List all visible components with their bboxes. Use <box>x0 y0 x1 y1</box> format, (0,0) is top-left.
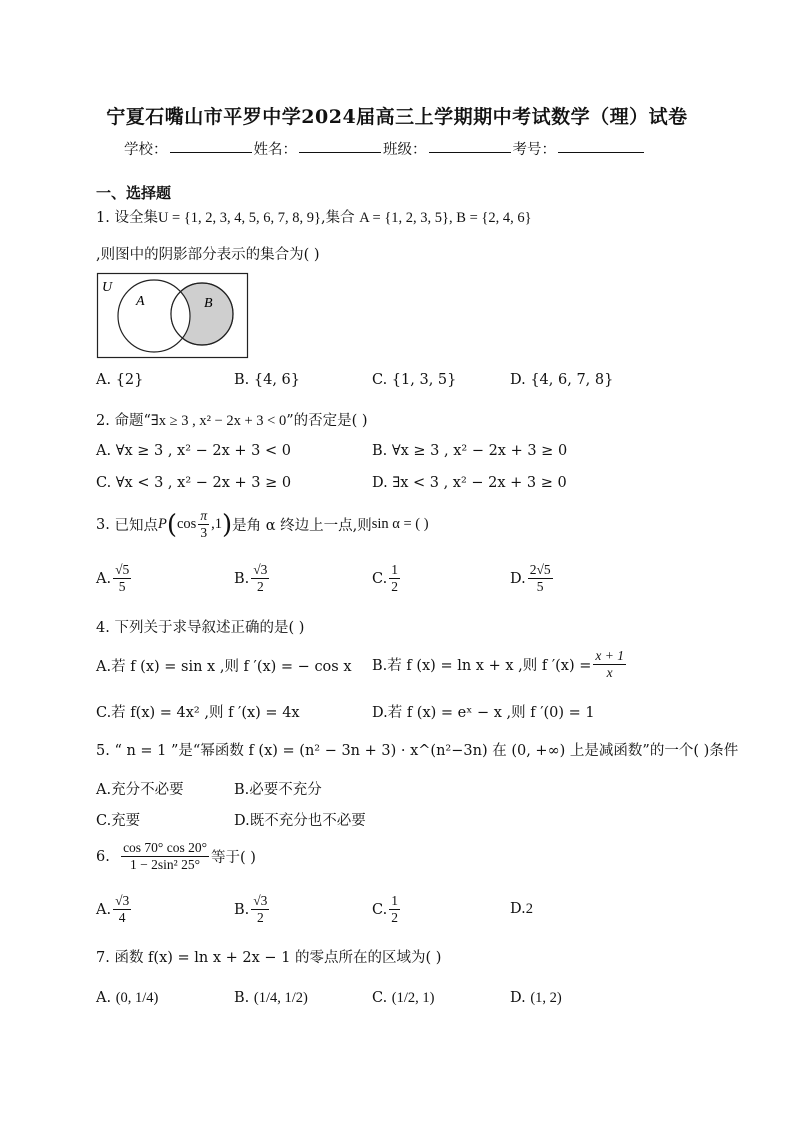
frac-num: cos 70° cos 20° <box>123 840 207 855</box>
q5-option-d[interactable]: D.既不充分也不必要 <box>234 813 366 829</box>
number-blank <box>558 138 644 153</box>
paren-open: ( <box>166 509 177 540</box>
frac-num: π <box>200 508 208 523</box>
option-label: C. <box>372 901 388 918</box>
option-label: D. <box>510 990 526 1006</box>
frac-den: 1 − 2sin² 25° <box>130 857 200 872</box>
option-label: A. <box>96 570 112 587</box>
q2-option-b[interactable]: B. ∀x ≥ 3 , x² − 2x + 3 ≥ 0 <box>372 443 568 459</box>
exam-title: 宁夏石嘴山市平罗中学2024届高三上学期期中考试数学（理）试卷 <box>106 106 688 128</box>
math-statement: ∃x ≥ 3 , x² − 2x + 3 < 0 <box>150 413 287 429</box>
question-number: 2. <box>96 413 110 429</box>
question-number: 1. <box>96 210 110 226</box>
class-label: 班级： <box>383 142 427 158</box>
question-number: 3. <box>96 516 110 533</box>
frac-num: √3 <box>115 893 130 908</box>
math-set-u: U = {1, 2, 3, 4, 5, 6, 7, 8, 9} <box>157 210 322 226</box>
venn-diagram <box>96 272 252 360</box>
frac-den: 5 <box>536 579 544 594</box>
frac-num: x + 1 <box>595 648 624 663</box>
option-label: D. <box>510 901 526 917</box>
q7-option-b[interactable] <box>234 990 308 1007</box>
question-text: 设全集 <box>114 210 158 226</box>
section-heading: 一、选择题 <box>96 184 172 202</box>
question-number: 7. <box>96 950 110 966</box>
frac-num: √3 <box>253 562 268 577</box>
question-3 <box>96 508 429 541</box>
frac-num: √3 <box>253 893 268 908</box>
q1-option-c[interactable]: C. {1, 3, 5} <box>372 372 457 388</box>
frac-den: 2 <box>391 579 398 594</box>
math-sin: sin α = ( ) <box>371 516 429 532</box>
q7-option-a[interactable] <box>96 990 158 1007</box>
option-label: B. <box>234 901 250 918</box>
question-2 <box>96 409 368 430</box>
student-info-row <box>124 138 646 159</box>
question-text: “ n = 1 ”是“幂函数 f (x) = (n² − 3n + 3) · x^(n²−3n) 在 (0, +∞) 上是减函数”的一个( )条件 <box>114 743 739 759</box>
venn-label-b: B <box>204 296 213 311</box>
option-label: B. <box>234 990 250 1006</box>
frac-den: 2 <box>256 910 264 925</box>
frac-num: 2√5 <box>529 562 551 577</box>
option-value: (1/4, 1/2) <box>253 990 308 1006</box>
math-point-p: P <box>157 516 167 532</box>
q5-option-a[interactable]: A.充分不必要 <box>96 782 184 798</box>
q6-option-c[interactable] <box>372 893 402 926</box>
name-label: 姓名： <box>253 142 297 158</box>
question-number: 6. <box>96 848 110 865</box>
frac-num: √5 <box>115 562 130 577</box>
q2-option-d[interactable]: D. ∃x < 3 , x² − 2x + 3 ≥ 0 <box>372 475 567 491</box>
option-value: (0, 1/4) <box>115 990 159 1006</box>
fraction-pi-3 <box>198 508 209 541</box>
q4-option-c[interactable]: C.若 f(x) = 4x² ,则 f ′(x) = 4x <box>96 705 300 721</box>
frac-num: 1 <box>391 562 398 577</box>
math-tail: ,1 <box>211 516 222 532</box>
q7-option-d[interactable] <box>510 990 562 1007</box>
option-value: 2 <box>525 901 533 917</box>
school-label: 学校： <box>124 142 168 158</box>
question-7 <box>96 946 441 967</box>
venn-label-a: A <box>136 294 145 309</box>
q2-option-c[interactable]: C. ∀x < 3 , x² − 2x + 3 ≥ 0 <box>96 475 292 491</box>
paren-close: ) <box>221 509 233 540</box>
question-6 <box>96 840 256 873</box>
name-blank <box>299 138 381 153</box>
q3-option-b[interactable] <box>234 562 271 595</box>
option-label: C. <box>372 570 388 587</box>
question-text: ,集合 <box>321 210 355 226</box>
q5-option-b[interactable]: B.必要不充分 <box>234 782 322 798</box>
frac-den: 3 <box>200 525 208 540</box>
option-label: D. <box>510 570 526 587</box>
q7-option-c[interactable] <box>372 990 434 1007</box>
q6-option-b[interactable] <box>234 893 271 926</box>
math-cos: cos <box>176 516 197 532</box>
school-blank <box>170 138 252 153</box>
fraction-expression <box>121 840 209 873</box>
q6-option-a[interactable] <box>96 893 133 926</box>
q3-option-a[interactable] <box>96 562 133 595</box>
q5-option-c[interactable]: C.充要 <box>96 813 141 829</box>
frac-num: 1 <box>391 893 398 908</box>
frac-den: x <box>606 665 613 680</box>
q3-option-c[interactable] <box>372 562 402 595</box>
frac-den: 5 <box>118 579 126 594</box>
q4-option-d[interactable]: D.若 f (x) = eˣ − x ,则 f ′(0) = 1 <box>372 705 595 721</box>
q1-option-d[interactable]: D. {4, 6, 7, 8} <box>510 372 614 388</box>
question-text: 下列关于求导叙述正确的是( ) <box>114 620 305 636</box>
q4-option-b[interactable] <box>372 648 628 681</box>
math-set-a: A = {1, 2, 3, 5} <box>359 210 450 226</box>
option-value: (1, 2) <box>530 990 562 1006</box>
option-value: (1/2, 1) <box>391 990 435 1006</box>
option-label: A. <box>96 990 112 1006</box>
q3-option-d[interactable] <box>510 562 555 595</box>
option-label: A. <box>96 901 112 918</box>
class-blank <box>429 138 511 153</box>
question-number: 4. <box>96 620 110 636</box>
q1-option-a[interactable]: A. {2} <box>96 372 144 388</box>
q2-option-a[interactable]: A. ∀x ≥ 3 , x² − 2x + 3 < 0 <box>96 443 291 459</box>
question-1-line2: ,则图中的阴影部分表示的集合为( ) <box>96 247 320 263</box>
question-text: ”的否定是( ) <box>286 413 368 429</box>
question-4 <box>96 616 304 637</box>
frac-den: 2 <box>256 579 264 594</box>
option-label: B. <box>234 570 250 587</box>
question-text: 已知点 <box>114 518 158 534</box>
frac-den: 2 <box>391 910 398 925</box>
number-label: 考号： <box>512 142 556 158</box>
q1-option-b[interactable]: B. {4, 6} <box>234 372 300 388</box>
venn-label-u: U <box>102 280 113 295</box>
question-5 <box>96 739 738 760</box>
question-text: 命题“ <box>114 413 151 429</box>
question-text: 等于( ) <box>210 850 256 866</box>
q4-option-a[interactable]: A.若 f (x) = sin x ,则 f ′(x) = − cos x <box>96 659 352 675</box>
option-label: C. <box>372 990 388 1006</box>
frac-den: 4 <box>118 910 126 925</box>
q6-option-d[interactable] <box>510 901 533 918</box>
question-text: 是角 α 终边上一点,则 <box>232 518 372 534</box>
math-set-b: , B = {2, 4, 6} <box>449 210 532 226</box>
question-1 <box>96 206 532 227</box>
question-text: 函数 f(x) = ln x + 2x − 1 的零点所在的区域为( ) <box>114 950 442 966</box>
option-text: B.若 f (x) = ln x + x ,则 f ′(x) = <box>372 658 592 674</box>
question-number: 5. <box>96 743 110 759</box>
